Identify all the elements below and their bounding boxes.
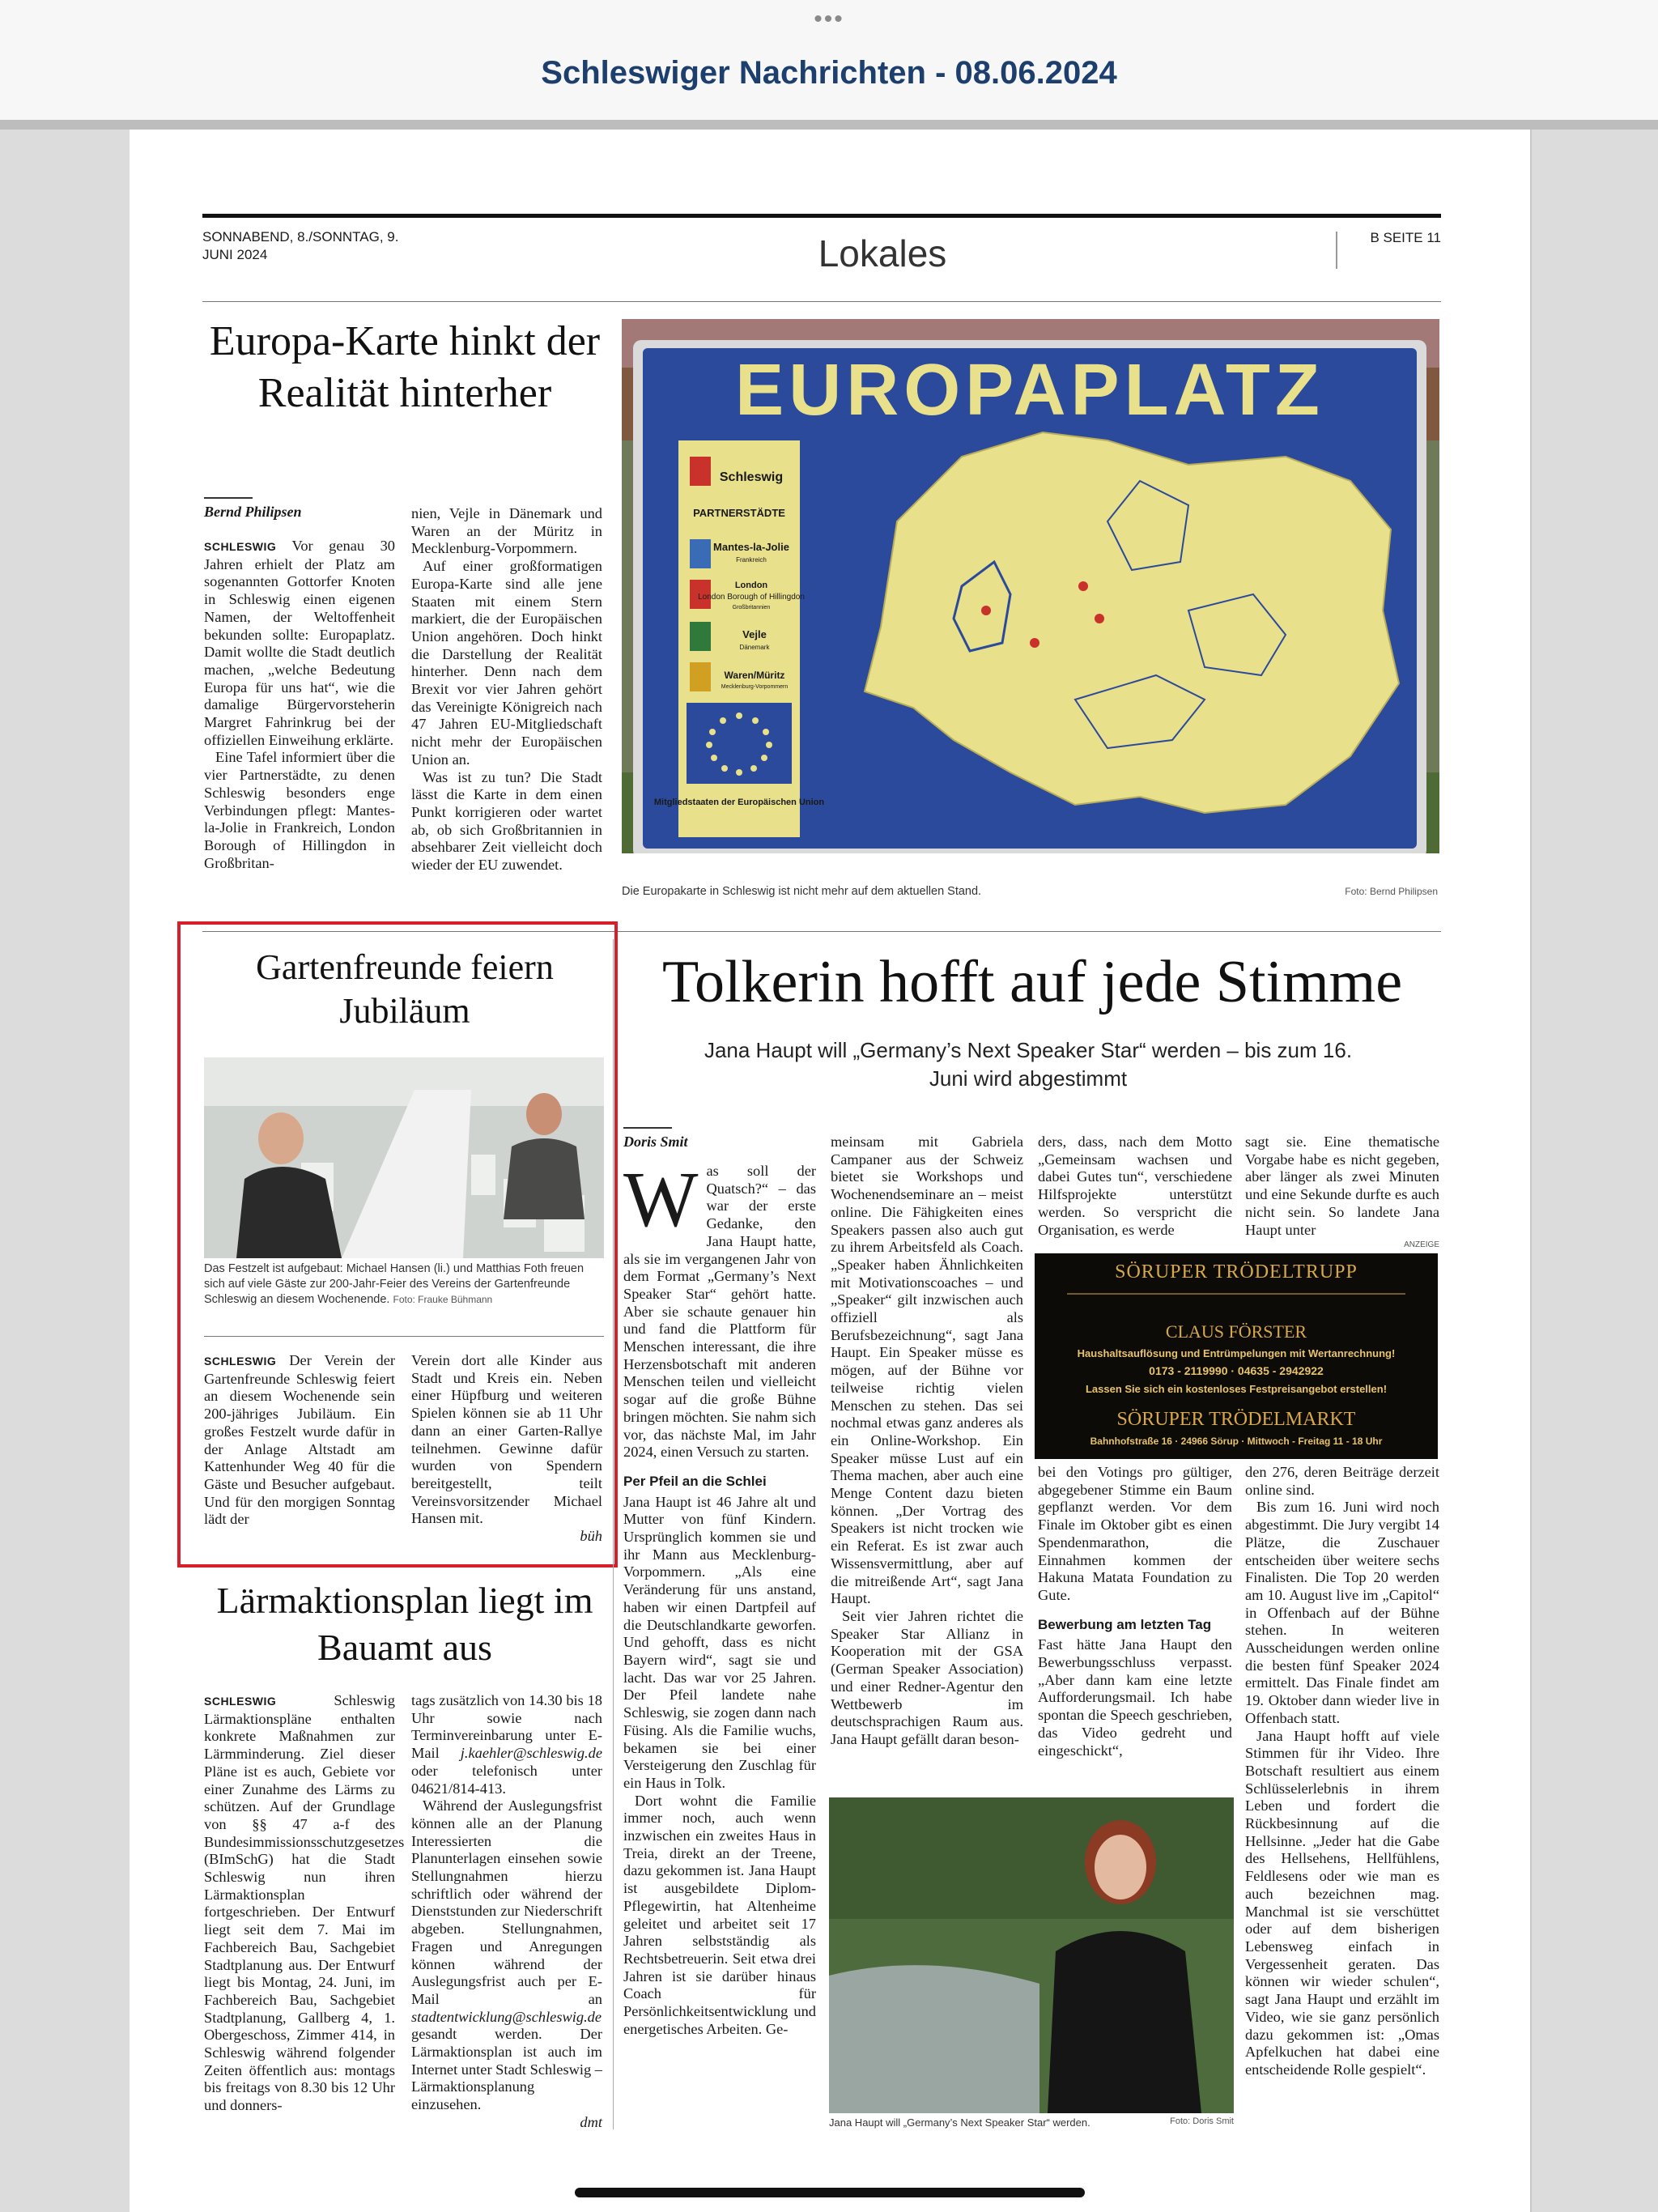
dateline-place: SCHLESWIG [204,1355,277,1368]
more-options-icon[interactable]: ••• [814,6,844,32]
subheading: Per Pfeil an die Schlei [623,1473,767,1489]
paragraph: ders, dass, nach dem Motto „Gemeinsam wachsen und dabei Gutes tun“, verschiedene Hilfsprojekte unterstützt werden. So verspricht die Organisation, es werde [1038,1134,1232,1238]
subheading: Bewerbung am letzten Tag [1038,1616,1212,1632]
caption-bar [622,853,1439,883]
paragraph: Schleswig Lärmaktionspläne enthalten konkrete Maßnahmen zur Lärmminderung. Ziel dieser Pläne ist es auch, Gebiete vor einer Zunahme des Lärms zu schützen. Auf der Grundlage von §§ 47 a-f des Bundesimmissionsschutzgesetzes (BImSchG) hat die Stadt Schleswig nun ihren Lärmaktionsplan fortgeschrieben. Der Entwurf liegt seit dem 7. Mai im Fachbereich Bau, Sachgebiet Stadtplanung aus. Der Entwurf liegt bis Montag, 24. Juni, im Fachbereich Bau, Sachgebiet Stadtplanung, Gallberg 4, 1. Obergeschoss, Zimmer 414, in Schleswig während folgender Zeiten öffentlich aus: montags bis freitags von 8.30 bis 12 Uhr und donners- [204,1692,405,2114]
toolbar-divider [0,120,1658,130]
person-body [1048,1931,1201,2113]
photo-credit: Foto: Frauke Bühmann [393,1294,493,1305]
issue-date: SONNABEND, 8./SONNTAG, 9. JUNI 2024 [202,229,399,262]
advertisement[interactable] [1035,1253,1438,1459]
article-column: tags zusätzlich von 14.30 bis 18 Uhr sowie nach Terminvereinbarung unter E-Mail j.kaehler@schleswig.de oder telefonisch unter 04621/814-413. Während der Auslegungsfrist können alle an der Planung Interessierten die Planunterlagen einsehen sowie Stellungnahmen hierzu schriftlich oder während der Dienststunden zur Niederschrift abgeben. Stellungnahmen, Fragen und Anregungen können während der Auslegungsfrist auch per E-Mail an stadtentwicklung@schleswig.de gesandt werden. Der Lärmaktionsplan ist auch im Internet unter Stadt Schleswig – Lärmaktionsplanung einzusehen. dmt [411,1692,602,2130]
paragraph: Der Verein der Gartenfreunde Schleswig feiert an diesem Wochenende sein 200-jähriges Jubiläum. Ein großes Festzelt wurde dafür in der Anlage Altstadt am Kattenhunder Weg 40 für die Gäste und Besucher aufgebaut. Und für den morgigen Sonntag lädt der [204,1352,395,1528]
paragraph: Dort wohnt die Familie immer noch, auch wenn inzwischen ein zweites Haus in Treia, direkt an der Treene, dazu gekommen ist. Jana Haupt ist ausgebildete Diplom-Pflegewirtin, hat Altenheime geleitet und arbeitet seit 17 Jahren selbstständig als Rechtsbetreuerin. Seit etwa drei Jahren ist sie darüber hinaus Coach für Persönlichkeitsentwicklung und energetisches Arbeiten. Ge- [623,1792,816,2037]
europaplatz-photo[interactable] [622,319,1439,883]
partner-name: Vejle [742,628,767,640]
coat-of-arms-icon [690,662,711,691]
issue-title: Schleswiger Nachrichten - 08.06.2024 [541,55,1117,91]
caption-text: Das Festzelt ist aufgebaut: Michael Hansen (li.) und Matthias Foth freuen sich auf viele Gäste zur 200-Jahr-Feier des Vereins der Gartenfreunde Schleswig an diesem Wochenende. [204,1262,585,1306]
dateline-place: SCHLESWIG [204,540,277,553]
partner-name: Mantes-la-Jolie [713,541,789,553]
svg-text:London: London [734,581,768,590]
paragraph: bei den Votings pro gültiger, abgegebener Stimme ein Baum gepflanzt werden. Vor dem Finale im Oktober gibt es einen Spendenmarathon, die Einnahmen kommen der Hakuna Matata Foundation zu Gute. [1038,1464,1232,1603]
masthead-rule [202,214,1441,218]
ad-title: SÖRUPER TRÖDELTRUPP [1115,1261,1358,1283]
article-column [204,538,395,872]
section-title: Lokales [818,232,947,274]
paragraph: den 276, deren Beiträge derzeit online sind. [1245,1464,1439,1498]
byline: Bernd Philipsen [204,504,302,520]
paragraph: Bis zum 16. Juni wird noch abgestimmt. Die Jury vergibt 14 Plätze, die Zuschauer entscheiden über weitere sechs Finalisten. Die Top 20 werden am 10. August live im „Capitol“ in Offenbach auf der Bühne stehen. In weiteren Ausscheidungen werden online die besten fünf Speaker 2024 ermittelt. Das Finale findet am 19. Oktober dann wieder live in Offenbach statt. [1245,1499,1439,1726]
article-column [1038,1134,1232,1239]
ad-line: Haushaltsauflösung und Entrümpelungen mit Wertanrechnung! [1077,1347,1396,1359]
partner-country: Mecklenburg-Vorpommern [721,684,789,690]
article-column [1245,1134,1439,1239]
partner-label: PARTNERSTÄDTE [693,507,785,519]
partner-country: Dänemark [739,644,770,651]
article-column [204,1692,405,2115]
page-edge [1530,130,1532,2212]
ad-label: ANZEIGE [1404,1240,1439,1249]
eu-legend: Mitgliedstaaten der Europäischen Union [653,798,825,807]
partner-name: Waren/Müritz [724,670,785,681]
partner-country: Frankreich [736,556,767,564]
dateline-place: SCHLESWIG [204,1695,277,1708]
paragraph: meinsam mit Gabriela Campaner aus der Schweiz bietet sie Workshops und Wochenendseminare an – meist online. Die Fähigkeiten eines Speakers passen also auch gut zu ihrem Arbeitsfeld als Coach. „Speaker haben Ähnlichkeiten mit Motivationscoaches – und „Speaker“ gilt inzwischen auch offiziell als Berufsbezeichnung“, sagt Jana Haupt. Ein Speaker müsse es mögen, auf der Bühne vor teilweise richtig vielen Menschen zu stehen. Das sei nochmal etwas ganz anderes als ein Online-Workshop. Ein Speaker müsse Lust auf ein Thema machen, aber auch eine Menge Content dazu bieten können. „Der Vortrag des Speakers ist nicht trocken wie ein Referat. Es ist zwar auch Wissensvermittlung, aber auf die mitreißende Art“, sagt Jana Haupt. [831,1134,1023,1607]
byline-rule [623,1127,672,1129]
email-link[interactable]: j.kaehler@schleswig.de [460,1745,602,1762]
subheadline: Jana Haupt will „Germany’s Next Speaker Star“ werden – bis zum 16. Juni wird abgestimmt [704,1038,1353,1091]
jana-haupt-photo[interactable] [829,1797,1234,2113]
photo-caption: Die Europakarte in Schleswig ist nicht mehr auf dem aktuellen Stand. [622,885,982,898]
email-link[interactable]: stadtentwicklung@schleswig.de [411,2008,602,2025]
paragraph: Eine Tafel informiert über die vier Partnerstädte, zu denen Schleswig besonders enge Verbindungen pflegt: Mantes-la-Jolie in Frankreich, London Borough of Hillingdon in Großbritan- [204,749,395,871]
page-number: B SEITE 11 [1370,230,1441,245]
face [1095,1835,1146,1899]
article-headline[interactable]: Lärmaktionsplan liegt im Bauamt aus [216,1580,593,1668]
ad-name: CLAUS FÖRSTER [1165,1321,1307,1342]
paragraph: as soll der Quatsch?“ – das war der erste Gedanke, den Jana Haupt hatte, als sie im vergangenen Jahr von dem Format „Germany’s Next Speaker Star“ gehört hatte. Aber sie schaute genauer hin und fand die Plattform für Menschen interessant, die ihre Herzensbotschaft mit anderen Menschen teilen und vielleicht sogar auf die große Bühne bringen möchten. Sie nahm sich vor, das nächste Mal, im Jahr 2024, einen Versuch zu starten. [623,1163,816,1461]
ad-address: Bahnhofstraße 16 · 24966 Sörup · Mittwoch - Freitag 11 - 18 Uhr [1090,1436,1383,1447]
article-column [411,505,602,874]
coat-of-arms-icon [690,622,711,651]
sign-title: EUROPAPLATZ [735,350,1324,431]
photo-credit: Foto: Doris Smit [1170,2116,1234,2126]
drop-cap: W [623,1156,699,1244]
partner-name: London Borough of Hillingdon [698,593,805,602]
byline: Doris Smit [623,1134,688,1150]
author-initials: dmt [580,2113,602,2130]
paragraph: Auf einer großformatigen Europa-Karte sind alle jene Staaten mit einem Stern markiert, die der Europäischen Union angehören. Doch hinkt die Darstellung der Realität hinterher. Denn nach dem Brexit vor vier Jahren gehört das Vereinigte Königreich nach 47 Jahren EU-Mitgliedschaft nicht mehr der Europäischen Union an. [411,558,602,768]
article-headline[interactable]: Europa-Karte hinkt der Realität hinterher [209,318,601,416]
paragraph: Fast hätte Jana Haupt den Bewerbungsschluss verpasst. „Aber dann kam eine letzte Aufforderungsmail. Ich habe spontan die Speech geschrieben, das Video gedreht und eingeschickt“, [1038,1636,1232,1759]
paragraph: Seit vier Jahren richtet die Speaker Star Allianz in Kooperation mit der GSA (German Speaker Association) und einer Redner-Agentur den Wettbewerb im deutschsprachigen Raum aus. Jana Haupt gefällt daran beson- [831,1607,1023,1747]
sign-city: Schleswig [719,470,784,484]
paragraph: Vor genau 30 Jahren erhielt der Platz am sogenannten Gottorfer Knoten in Schleswig einen eigenen Namen, der Weltoffenheit bekunden sollte: Europaplatz. Damit wollte die Stadt deutlich machen, „welche Bedeutung Europa für uns hat“, wie die damalige Bürgervorsteherin Margret Fahrinkrug bei der offiziellen Einweihung erklärte. [204,538,395,748]
photo-caption: Jana Haupt will „Germany’s Next Speaker Star“ werden. [829,2116,1090,2129]
selection-highlight [177,921,618,1568]
ad-market: SÖRUPER TRÖDELMARKT [1116,1409,1356,1430]
masthead-bottom-rule [202,301,1441,302]
article-column [831,1134,1023,1749]
coat-of-arms-icon [690,457,711,486]
partner-country: Großbritannien [732,605,771,610]
coat-of-arms-icon [690,539,711,568]
article-column [1245,1464,1439,2079]
ad-phones: 0173 - 2119990 · 04635 - 2942922 [1149,1364,1324,1377]
author-initials: büh [580,1528,602,1545]
ad-line: Lassen Sie sich ein kostenloses Festpreisangebot erstellen! [1085,1383,1388,1395]
article-column [623,1156,816,2038]
article-column [1038,1464,1232,1759]
river [829,1965,1039,2113]
photo-credit: Foto: Bernd Philipsen [1345,886,1438,897]
paragraph: Jana Haupt ist 46 Jahre alt und Mutter von fünf Kindern. Ursprünglich kommen sie und ihr Mann aus Mecklenburg-Vorpommern. „Als eine Veränderung für uns anstand, haben wir einen Dartpfeil auf die Deutschlandkarte geworfen. Und gehofft, dass es nicht Bayern wird“, sagt sie und lacht. Das war vor 25 Jahren. Der Pfeil landete nahe Schleswig, sie zogen dann nach Füsing. Als die Familie wuchs, bekamen sie bei einer Versteigerung den Zuschlag für ein Haus in Tolk. [623,1493,816,1791]
home-indicator[interactable] [575,2188,1085,2197]
paragraph: Jana Haupt hofft auf viele Stimmen für ihr Video. Ihre Botschaft resultiert aus einem Schlüsselerlebnis in ihrem Leben und fordert die Rückbesinnung auf die Hellsinne. „Jeder hat die Gabe des Hellsehens, Hellfühlens, Feldlesens oder wie man es auch bezeichnen mag. Manchmal ist sie verschüttet oder auf dem bisherigen Lebensweg einfach in Vergessenheit geraten. Das können wir wieder schulen“, sagt Jana Haupt und erzählt im Video, wie sie ganz persönlich dazu gekommen ist: „Omas Apfelkuchen hat dabei eine entscheidende Rolle gespielt“. [1245,1727,1439,2078]
column-divider [613,939,614,2129]
paragraph: Was ist zu tun? Die Stadt lässt die Karte in dem einen Punkt korrigieren oder wartet ab, ob sich Großbritannien in absehbarer Zeit vielleicht doch wieder der EU zuwendet. [411,768,602,874]
trees [829,1797,1234,1919]
paragraph: nien, Vejle in Dänemark und Waren an der Müritz in Mecklenburg-Vorpommern. [411,505,602,557]
lead-headline[interactable]: Tolkerin hofft auf jede Stimme [661,949,1403,1015]
byline-rule [204,497,253,499]
article-headline[interactable]: Gartenfreunde feiern Jubiläum [256,947,554,1031]
paragraph: sagt sie. Eine thematische Vorgabe habe es nicht gegeben, aber länger als zwei Minuten und eine Sekunde durfte es auch nicht sein. So landete Jana Haupt unter [1245,1134,1439,1238]
paragraph: Verein dort alle Kinder aus Stadt und Kreis ein. Neben einer Hüpfburg und weiteren Spielen können sie ab 11 Uhr dann an einer Garten-Rallye teilnehmen. Gewinne dafür wurden von Spendern bereitgestellt, teilt Vereinsvorsitzender Michael Hansen mit. [411,1352,602,1527]
masthead-divider [1336,232,1337,269]
